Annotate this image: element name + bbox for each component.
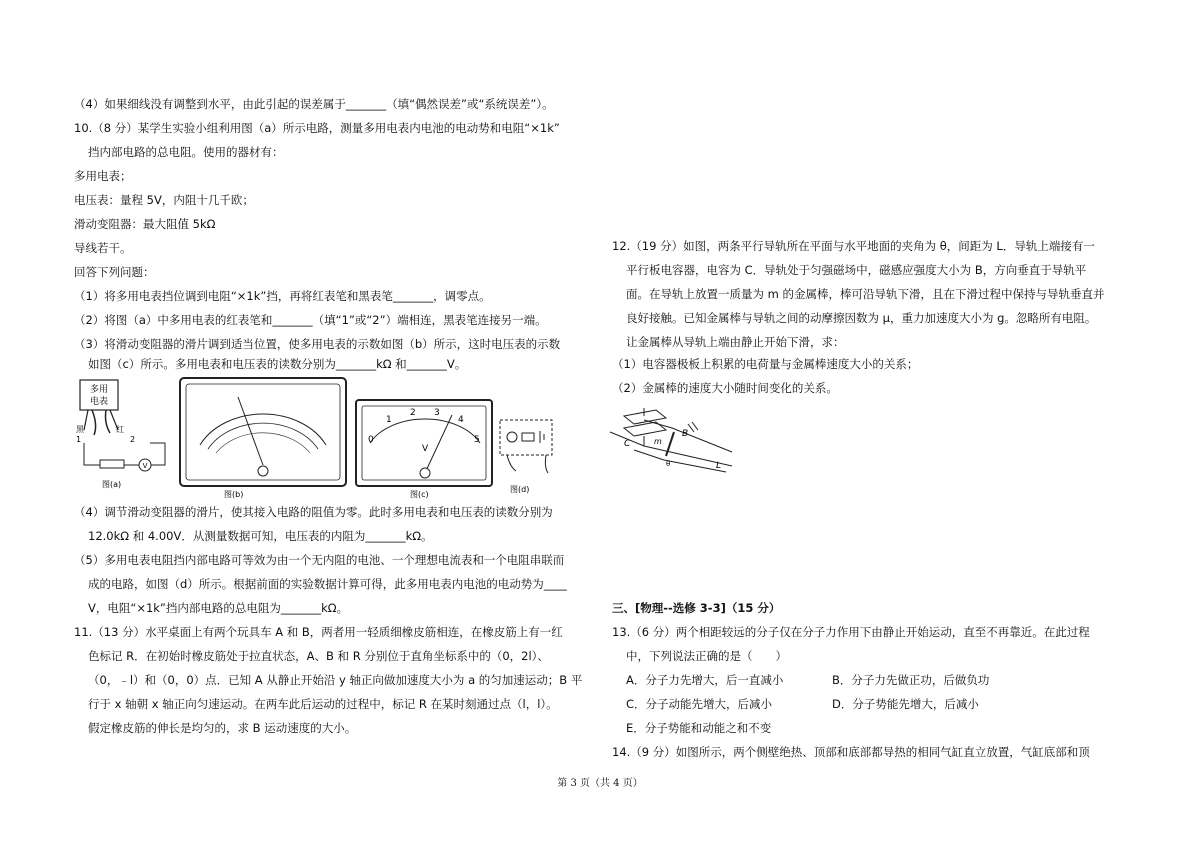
figure-c-tick-4: 4	[458, 415, 464, 425]
q12-text-4: 让金属棒从导轨上端由静止开始下滑，求：	[626, 335, 845, 349]
q13-option-d: D．分子势能先增大，后减小	[832, 697, 979, 711]
q10-equipment-3: 滑动变阻器：最大阻值 5kΩ	[74, 217, 216, 231]
figure-c-tick-0: 0	[368, 435, 374, 445]
figure-a-box-label2: 电表	[89, 397, 109, 407]
figure-a-caption: 图(a)	[102, 480, 122, 489]
q10-equipment-4: 导线若干。	[74, 241, 132, 255]
q10-figures	[70, 375, 560, 500]
q12-heading: 12.（19 分）如图，两条平行导轨所在平面与水平地面的夹角为 θ，间距为 L．导轨上端接有一	[612, 239, 1095, 253]
figure-b-caption: 图(b)	[224, 490, 244, 499]
q10-part5: （5）多用电表电阻挡内部电路可等效为由一个无内阻的电池、一个理想电流表和一个电阻串联而	[74, 553, 565, 567]
q12-figure	[604, 402, 744, 474]
q10-part5-cont2: V，电阻“×1k”挡内部电路的总电阻为_______kΩ。	[88, 601, 349, 615]
q10-heading: 10.（8 分）某学生实验小组利用图（a）所示电路，测量多用电表内电池的电动势和电阻“×1k”	[74, 121, 560, 135]
svg-text:V: V	[142, 462, 148, 470]
figure-c-voltmeter	[356, 400, 492, 499]
q12-label-b: B	[682, 429, 689, 439]
q10-equipment-1: 多用电表；	[74, 169, 132, 183]
q10-equipment-2: 电压表：量程 5V，内阻十几千欧；	[74, 193, 254, 207]
q11-heading: 11.（13 分）水平桌面上有两个玩具车 A 和 B，两者用一轻质细橡皮筋相连，在橡皮筋上有一红	[74, 625, 563, 639]
figure-c-caption: 图(c)	[410, 490, 429, 499]
q10-part2: （2）将图（a）中多用电表的红表笔和_______（填“1”或“2”）端相连，黑表笔连接另一端。	[74, 313, 547, 327]
q10-part4: （4）调节滑动变阻器的滑片，使其接入电路的阻值为零。此时多用电表和电压表的读数分别为	[74, 505, 553, 519]
q10-prompt: 回答下列问题：	[74, 265, 155, 279]
figure-c-tick-2: 2	[410, 408, 416, 418]
figure-c-unit: V	[422, 444, 429, 454]
figure-d-caption: 图(d)	[510, 485, 530, 494]
figure-c-tick-5: 5	[474, 435, 480, 445]
section-3-heading: 三、[物理--选修 3-3]（15 分）	[612, 601, 781, 615]
q12-label-c: C	[624, 439, 631, 449]
q11-text-2: （0，﹣l）和（0，0）点．已知 A 从静止开始沿 y 轴正向做加速度大小为 a 的匀加速运动；B 平	[88, 673, 583, 687]
page-footer: 第 3 页（共 4 页）	[557, 778, 643, 789]
q12-text-1: 平行板电容器，电容为 C．导轨处于匀强磁场中，磁感应强度大小为 B，方向垂直于导轨平	[626, 263, 1087, 277]
figure-a-black-label: 黑	[76, 425, 84, 434]
figure-a-terminal-1: 1	[76, 435, 82, 444]
figure-c-tick-3: 3	[434, 408, 440, 418]
q11-text-3: 行于 x 轴朝 x 轴正向匀速运动。在两车此后运动的过程中，标记 R 在某时刻通过点（l，l）。	[88, 697, 558, 711]
q12-part2: （2）金属棒的速度大小随时间变化的关系。	[612, 381, 838, 395]
q10-part3: （3）将滑动变阻器的滑片调到适当位置，使多用电表的示数如图（b）所示，这时电压表的示数	[74, 337, 561, 351]
q13-option-c: C．分子动能先增大，后减小	[626, 697, 773, 711]
figure-a-red-label: 红	[116, 425, 124, 434]
figure-a-box-label: 多用	[89, 385, 109, 395]
q9-part4-text: （4）如果细线没有调整到水平，由此引起的误差属于_______（填“偶然误差”或“系统误差”）。	[74, 97, 554, 111]
q11-text-1: 色标记 R．在初始时橡皮筋处于拉直状态，A、B 和 R 分别位于直角坐标系中的（0，2l）、	[88, 649, 549, 663]
figure-d-equivalent-circuit	[500, 420, 552, 494]
q14-heading: 14.（9 分）如图所示，两个侧壁绝热、顶部和底部都导热的相同气缸直立放置，气缸底部和顶	[612, 745, 1090, 759]
figure-a-circuit	[76, 380, 165, 489]
q12-label-m: m	[654, 437, 662, 446]
q13-option-a: A．分子力先增大，后一直减小	[626, 673, 784, 687]
figure-b-multimeter	[180, 378, 346, 499]
q10-text: 挡内部电路的总电阻。使用的器材有：	[88, 145, 284, 159]
q12-part1: （1）电容器极板上积累的电荷量与金属棒速度大小的关系；	[612, 357, 919, 371]
q10-part4-cont: 12.0kΩ 和 4.00V．从测量数据可知，电压表的内阻为_______kΩ。	[88, 529, 433, 543]
q10-part1: （1）将多用电表挡位调到电阻“×1k”挡，再将红表笔和黑表笔_______，调零点。	[74, 289, 491, 303]
q12-text-2: 面。在导轨上放置一质量为 m 的金属棒，棒可沿导轨下滑，且在下滑过程中保持与导轨垂直并	[626, 287, 1105, 301]
q12-text-3: 良好接触。已知金属棒与导轨之间的动摩擦因数为 μ，重力加速度大小为 g。忽略所有电阻。	[626, 311, 1097, 325]
figure-c-tick-1: 1	[386, 415, 392, 425]
q10-part5-cont: 成的电路，如图（d）所示。根据前面的实验数据计算可得，此多用电表内电池的电动势为____	[88, 577, 567, 591]
q13-heading: 13.（6 分）两个相距较远的分子仅在分子力作用下由静止开始运动，直至不再靠近。在此过程	[612, 625, 1090, 639]
q12-label-theta: θ	[666, 460, 671, 468]
q13-option-b: B．分子力先做正功，后做负功	[832, 673, 990, 687]
figure-a-terminal-2: 2	[130, 435, 136, 444]
q12-label-l: L	[716, 461, 722, 471]
q13-option-e: E．分子势能和动能之和不变	[626, 721, 772, 735]
q11-text-4: 假定橡皮筋的伸长是均匀的，求 B 运动速度的大小。	[88, 721, 357, 735]
q13-text: 中，下列说法正确的是（ ）	[626, 649, 787, 663]
q10-part3-cont: 如图（c）所示。多用电表和电压表的读数分别为_______kΩ 和_______V。	[88, 357, 467, 371]
